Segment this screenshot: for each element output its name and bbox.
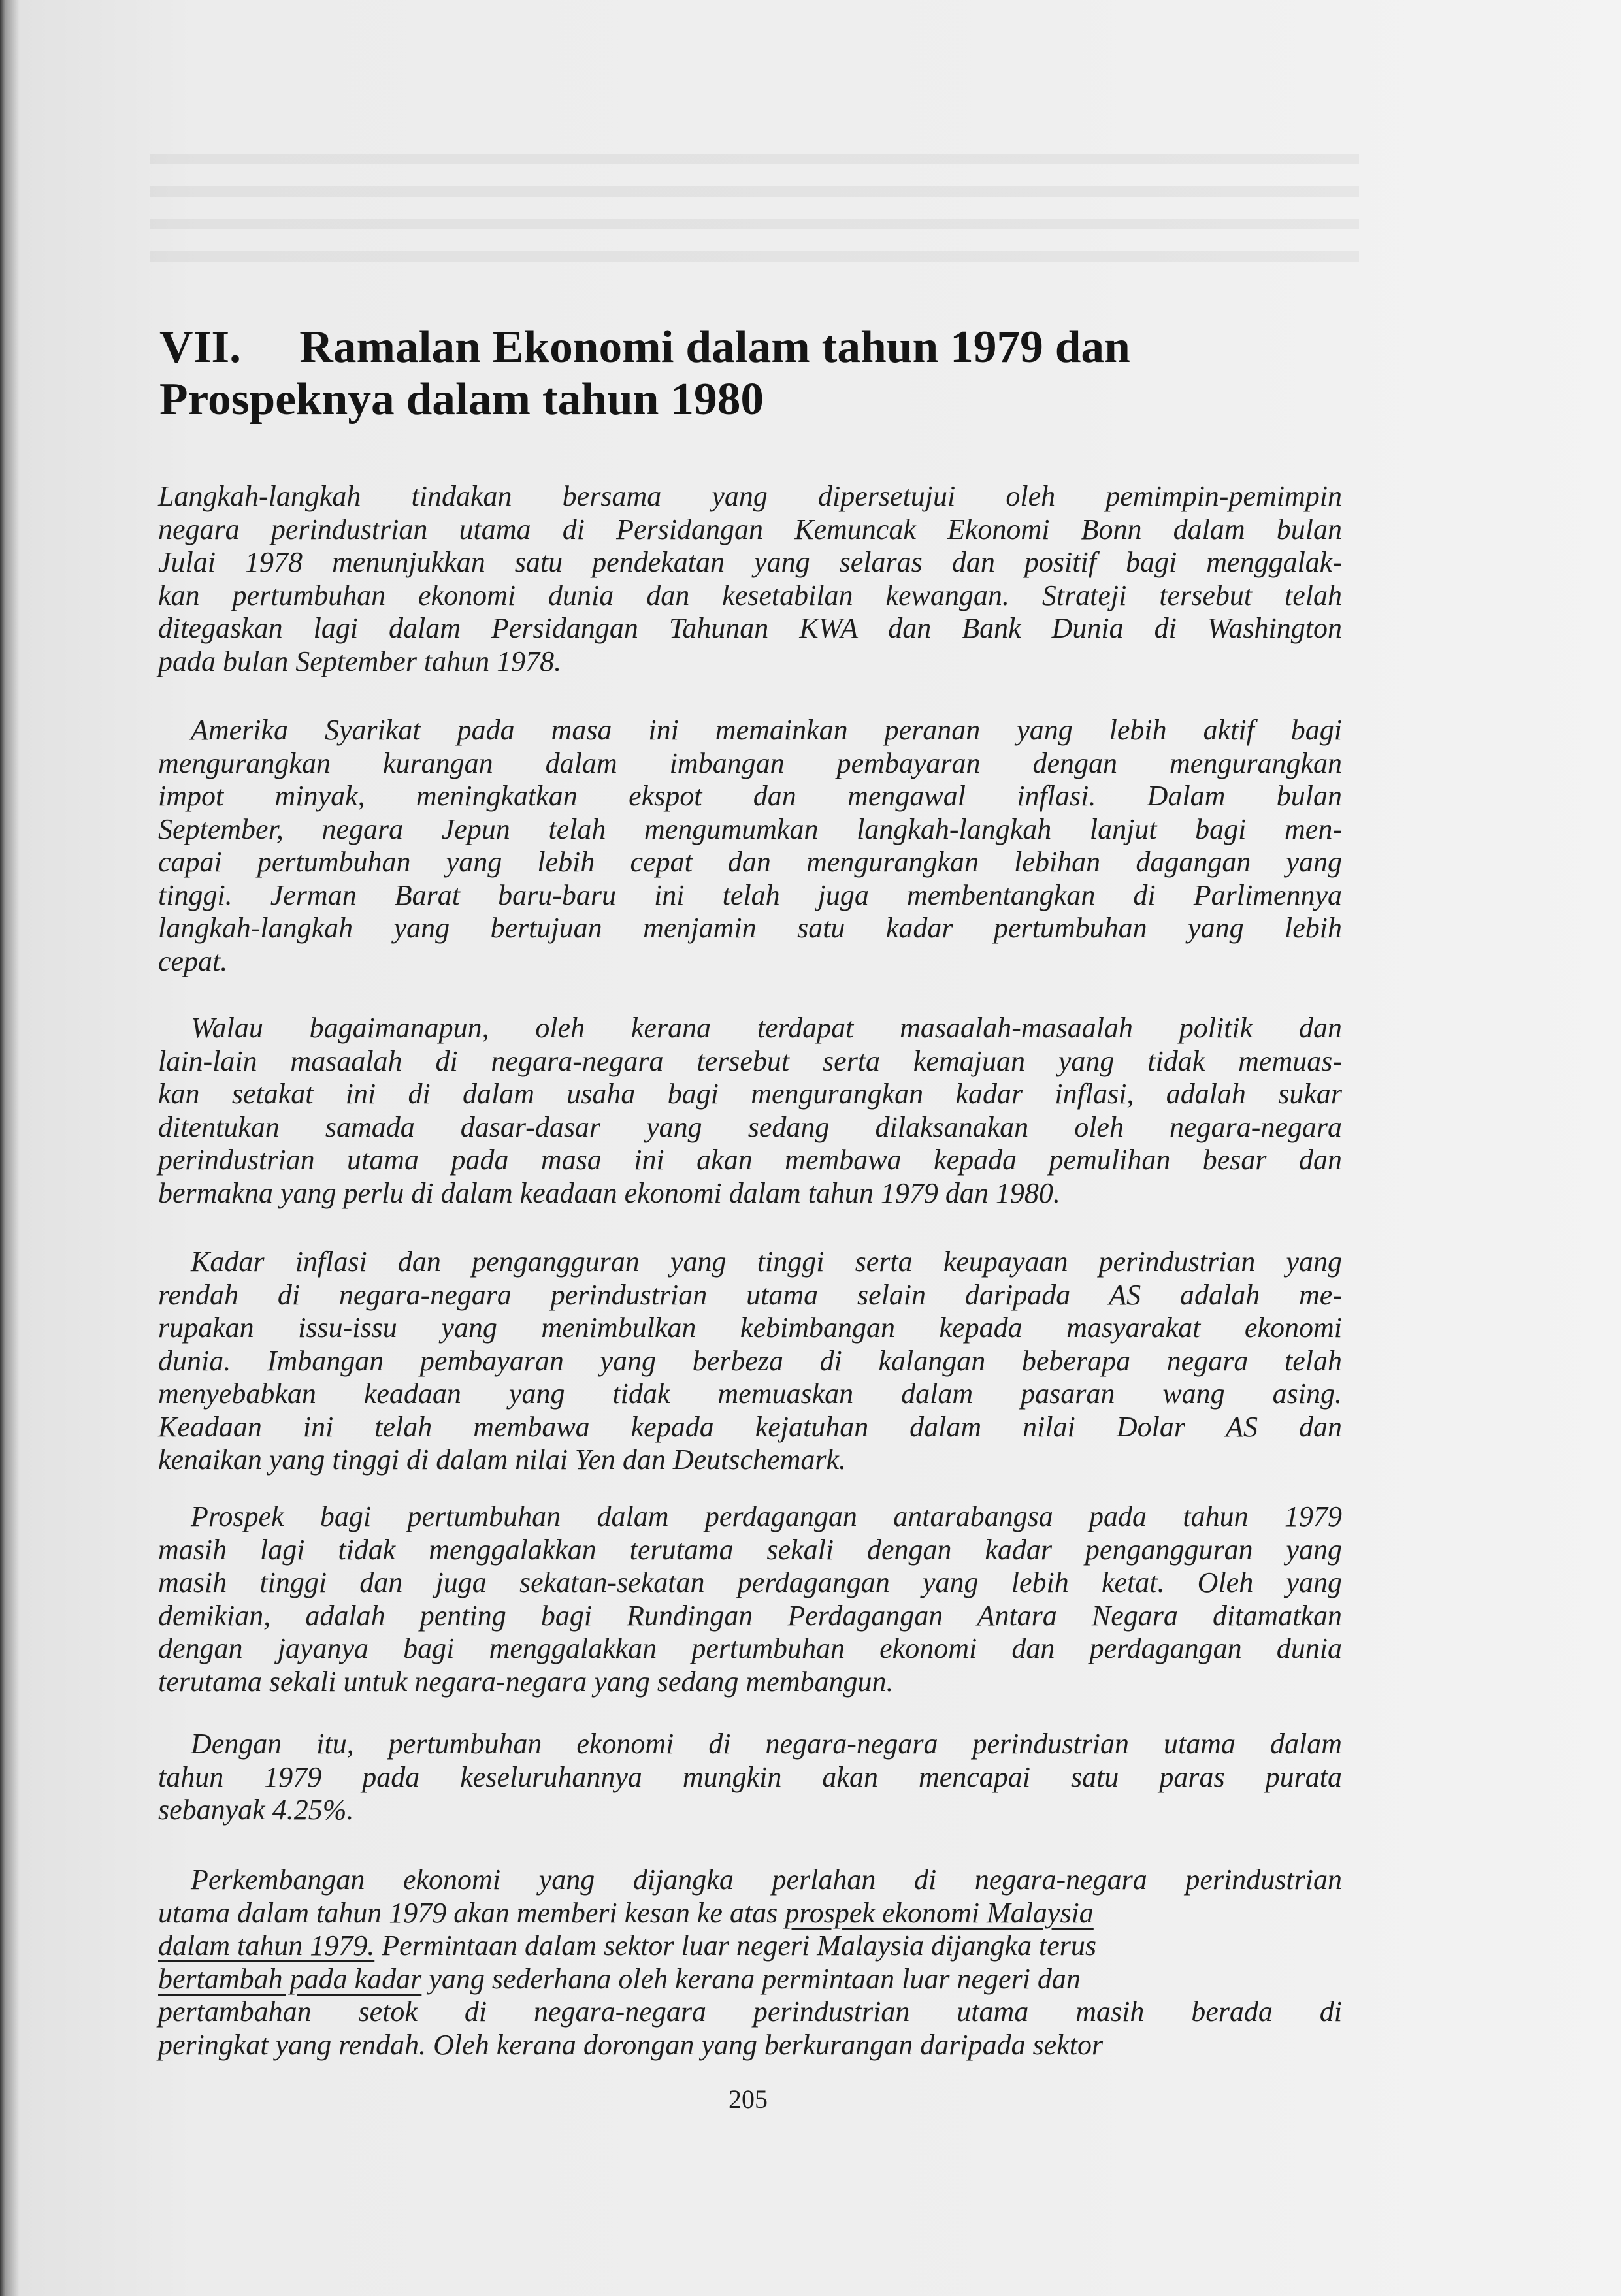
text-segment: Prospek bagi pertumbuhan dalam perdagangan antarabangsa pada tahun 1979 [191, 1500, 1342, 1532]
text-segment: perindustrian utama pada masa ini akan membawa kepada pemulihan besar dan [158, 1144, 1342, 1176]
text-line [158, 780, 1342, 813]
text-line [158, 714, 1342, 747]
text-segment: September, negara Jepun telah mengumumkan langkah-langkah lanjut bagi men- [158, 813, 1342, 845]
text-line [158, 1500, 1342, 1534]
text-segment: sebanyak 4.25%. [158, 1794, 354, 1826]
text-line [158, 1666, 1342, 1699]
text-segment: menyebabkan keadaan yang tidak memuaskan dalam pasaran wang asing. [158, 1378, 1342, 1410]
text-segment: rendah di negara-negara perindustrian utama selain daripada AS adalah me- [158, 1278, 1342, 1311]
text-segment: negara perindustrian utama di Persidangan Kemuncak Ekonomi Bonn dalam bulan [158, 513, 1342, 545]
text-line [158, 1728, 1342, 1761]
text-segment: peringkat yang rendah. Oleh kerana dorongan yang berkurangan daripada sektor [158, 2028, 1104, 2061]
text-line [158, 1246, 1342, 1279]
text-segment: Amerika Syarikat pada masa ini memainkan peranan yang lebih aktif bagi [191, 714, 1342, 746]
text-segment: kenaikan yang tinggi di dalam nilai Yen dan Deutschemark. [158, 1444, 847, 1476]
heading-line-2: Prospeknya dalam tahun 1980 [159, 374, 764, 425]
text-segment: masih tinggi dan juga sekatan-sekatan perdagangan yang lebih ketat. Oleh yang [158, 1566, 1342, 1598]
text-line [158, 1411, 1342, 1444]
text-line [158, 1761, 1342, 1794]
text-segment: dunia. Imbangan pembayaran yang berbeza di kalangan beberapa negara telah [158, 1344, 1342, 1377]
text-line [158, 513, 1342, 547]
paragraph [158, 1728, 1342, 1827]
text-segment: tinggi. Jerman Barat baru-baru ini telah juga membentangkan di Parlimennya [158, 879, 1342, 911]
text-segment: utama dalam tahun 1979 akan memberi kesan ke atas [158, 1896, 785, 1929]
text-line [158, 1279, 1342, 1312]
text-line [158, 645, 1342, 679]
text-line [158, 1534, 1342, 1567]
text-segment: capai pertumbuhan yang lebih cepat dan mengurangkan lebihan dagangan yang [158, 846, 1342, 878]
underlined-text: prospek ekonomi Malaysia [785, 1896, 1094, 1929]
text-line [158, 579, 1342, 613]
text-line [158, 879, 1342, 913]
paragraph [158, 480, 1342, 678]
section-number: VII. [159, 322, 241, 372]
text-segment: mengurangkan kurangan dalam imbangan pembayaran dengan mengurangkan [158, 747, 1342, 779]
text-line [158, 480, 1342, 513]
text-line [158, 1632, 1342, 1666]
text-line [158, 546, 1342, 579]
text-segment: pada bulan September tahun 1978. [158, 645, 562, 677]
text-segment: Kadar inflasi dan pengangguran yang tinggi serta keupayaan perindustrian yang [191, 1246, 1342, 1278]
text-segment: masih lagi tidak menggalakkan terutama sekali dengan kadar pengangguran yang [158, 1533, 1342, 1566]
text-segment: terutama sekali untuk negara-negara yang sedang membangun. [158, 1665, 894, 1698]
text-line [158, 912, 1342, 945]
text-line [158, 1312, 1342, 1345]
text-line [158, 1111, 1342, 1144]
page-number: 205 [729, 2084, 768, 2114]
text-line [158, 1897, 1342, 1930]
text-line [158, 1144, 1342, 1177]
section-heading [159, 321, 1130, 426]
text-segment: ditegaskan lagi dalam Persidangan Tahunan KWA dan Bank Dunia di Washington [158, 612, 1342, 644]
text-line [158, 747, 1342, 781]
text-segment: Permintaan dalam sektor luar negeri Malaysia dijangka terus [374, 1930, 1097, 1962]
text-line [158, 1444, 1342, 1477]
text-segment: demikian, adalah penting bagi Rundingan Perdagangan Antara Negara ditamatkan [158, 1599, 1342, 1632]
text-segment: impot minyak, meningkatkan ekspot dan mengawal inflasi. Dalam bulan [158, 780, 1342, 812]
text-segment: Dengan itu, pertumbuhan ekonomi di negara-negara perindustrian utama dalam [191, 1728, 1342, 1760]
text-line [158, 1378, 1342, 1411]
text-segment: tahun 1979 pada keseluruhannya mungkin akan mencapai satu paras purata [158, 1760, 1342, 1793]
text-segment: Walau bagaimanapun, oleh kerana terdapat masaalah-masaalah politik dan [191, 1012, 1342, 1044]
show-through-text [150, 140, 1359, 271]
text-line [158, 1078, 1342, 1111]
underlined-text: dalam tahun 1979. [158, 1930, 375, 1962]
text-segment: ditentukan samada dasar-dasar yang sedang dilaksanakan oleh negara-negara [158, 1110, 1342, 1143]
text-segment: bermakna yang perlu di dalam keadaan ekonomi dalam tahun 1979 dan 1980. [158, 1176, 1060, 1209]
text-line [158, 612, 1342, 645]
text-segment: Perkembangan ekonomi yang dijangka perlahan di negara-negara perindustrian [191, 1864, 1342, 1896]
text-segment: kan pertumbuhan ekonomi dunia dan kesetabilan kewangan. Strateji tersebut telah [158, 579, 1342, 611]
paragraph [158, 1246, 1342, 1477]
paragraph [158, 1864, 1342, 2062]
text-line [158, 846, 1342, 879]
text-segment: Langkah-langkah tindakan bersama yang dipersetujui oleh pemimpin-pemimpin [158, 480, 1342, 512]
text-line [158, 1345, 1342, 1378]
text-segment: yang sederhana oleh kerana permintaan luar negeri dan [421, 1962, 1081, 1995]
text-line [158, 945, 1342, 978]
text-segment: cepat. [158, 945, 228, 977]
paragraph [158, 1500, 1342, 1698]
text-line [158, 1566, 1342, 1600]
text-line [158, 1963, 1342, 1996]
text-line [158, 1600, 1342, 1633]
text-line [158, 1045, 1342, 1078]
text-segment: rupakan issu-issu yang menimbulkan kebimbangan kepada masyarakat ekonomi [158, 1312, 1342, 1344]
text-line [158, 813, 1342, 847]
text-line [158, 1864, 1342, 1897]
text-line [158, 1177, 1342, 1210]
text-segment: lain-lain masaalah di negara-negara tersebut serta kemajuan yang tidak memuas- [158, 1044, 1342, 1077]
underlined-text: bertambah pada kadar [158, 1962, 422, 1995]
text-line [158, 2029, 1342, 2062]
text-line [158, 1012, 1342, 1045]
text-segment: Julai 1978 menunjukkan satu pendekatan yang selaras dan positif bagi menggalak- [158, 546, 1342, 578]
text-segment: kan setakat ini di dalam usaha bagi mengurangkan kadar inflasi, adalah sukar [158, 1078, 1342, 1110]
paragraph [158, 1012, 1342, 1210]
paragraph [158, 714, 1342, 978]
heading-line-1: Ramalan Ekonomi dalam tahun 1979 dan [299, 322, 1130, 372]
text-segment: dengan jayanya bagi menggalakkan pertumbuhan ekonomi dan perdagangan dunia [158, 1632, 1342, 1664]
text-line [158, 1930, 1342, 1963]
text-segment: pertambahan setok di negara-negara perindustrian utama masih berada di [158, 1996, 1342, 2028]
text-line [158, 1794, 1342, 1827]
text-segment: langkah-langkah yang bertujuan menjamin satu kadar pertumbuhan yang lebih [158, 912, 1342, 944]
text-line [158, 1996, 1342, 2029]
text-segment: Keadaan ini telah membawa kepada kejatuhan dalam nilai Dolar AS dan [158, 1410, 1342, 1443]
